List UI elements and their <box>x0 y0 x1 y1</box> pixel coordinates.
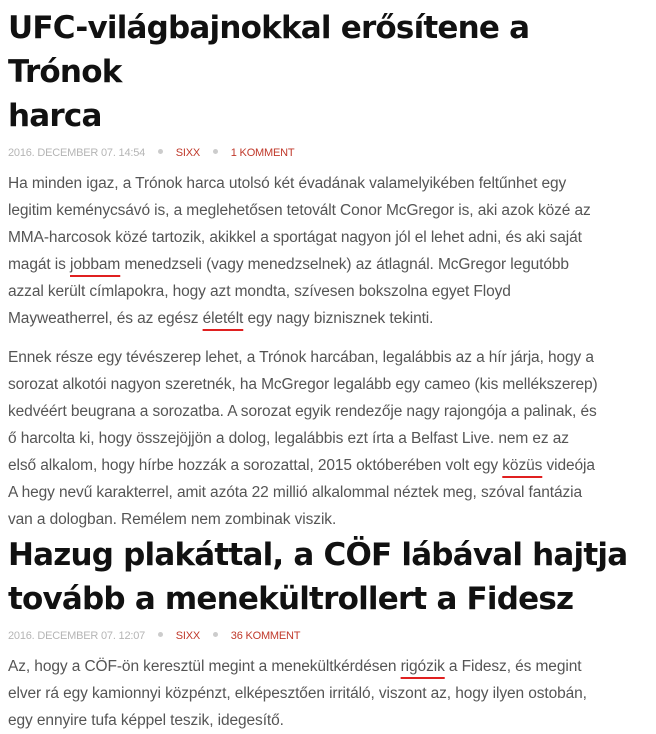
article-meta <box>8 629 648 643</box>
text-line: azzal került címlapokra, hogy azt mondta, szívesen bokszolna egyet Floyd <box>8 283 511 300</box>
separator-dot-icon <box>213 632 218 637</box>
text-line: Ha minden igaz, a Trónok harca utolsó két évadának valamelyikében feltűnhet egy <box>8 175 567 192</box>
comments-link[interactable]: 36 KOMMENT <box>230 630 301 642</box>
separator-dot-icon <box>158 149 163 154</box>
publish-date: 2016. DECEMBER 07. 14:54 <box>8 147 146 159</box>
text-line: MMA-harcosok közé tartozik, akikkel a sportágat nagyon jól el lehet adni, és aki saját <box>8 229 582 246</box>
title-line[interactable]: harca <box>8 98 102 134</box>
title-line[interactable]: Hazug plakáttal, a CÖF lábával hajtja <box>8 537 628 573</box>
title-line[interactable]: UFC-világbajnokkal erősítene a Trónok <box>8 10 530 90</box>
text-line: magát is jobbam menedzseli (vagy menedzselnek) az átlagnál. McGregor legutóbb <box>8 256 569 273</box>
text-line: Az, hogy a CÖF-ön keresztül megint a menekültkérdésen rigózik a Fidesz, és megint <box>8 658 582 675</box>
article-paragraph <box>8 653 648 734</box>
text-line: sorozat alkotói nagyon szeretnék, ha McGregor legalább egy cameo (kis mellékszerep) <box>8 376 598 393</box>
article-fidesz <box>8 533 648 734</box>
article-meta <box>8 146 648 160</box>
text-line: első alkalom, hogy hírbe hozzák a sorozattal, 2015 októberében volt egy közüs videója <box>8 457 595 474</box>
misspelled-word: közüs <box>502 457 543 474</box>
text-line: kedvéért beugrana a sorozatba. A sorozat egyik rendezője nagy rajongója a palinak, és <box>8 403 597 420</box>
text-line: elver rá egy kamionnyi közpénzt, elképesztően irritáló, viszont az, hogy ilyen ostobán, <box>8 685 587 702</box>
page <box>0 6 656 734</box>
text-line: Ennek része egy tévészerep lehet, a Trónok harcában, legalábbis az a hír járja, hogy a <box>8 349 594 366</box>
separator-dot-icon <box>158 632 163 637</box>
misspelled-word: életélt <box>202 310 244 327</box>
misspelled-word: rigózik <box>400 658 445 675</box>
article-paragraph <box>8 170 648 332</box>
separator-dot-icon <box>213 149 218 154</box>
title-line[interactable]: tovább a menekültrollert a Fidesz <box>8 581 574 617</box>
publish-date: 2016. DECEMBER 07. 12:07 <box>8 630 146 642</box>
misspelled-word: jobbam <box>70 256 121 273</box>
article-paragraph <box>8 344 648 533</box>
article-ufc <box>8 6 648 533</box>
text-line: Mayweatherrel, és az egész életélt egy nagy biznisznek tekinti. <box>8 310 434 327</box>
text-line: A hegy nevű karakterrel, amit azóta 22 millió alkalommal néztek meg, szóval fantázia <box>8 484 582 501</box>
text-line: ő harcolta ki, hogy összejöjjön a dolog, legalábbis ezt írta a Belfast Live. nem ez az <box>8 430 569 447</box>
author-link[interactable]: SIXX <box>175 147 201 159</box>
author-link[interactable]: SIXX <box>175 630 201 642</box>
comments-link[interactable]: 1 KOMMENT <box>230 147 295 159</box>
text-line: van a dologban. Remélem nem zombinak viszik. <box>8 511 337 528</box>
text-line: egy ennyire tufa képpel teszik, idegesítő. <box>8 712 284 729</box>
article-title[interactable] <box>8 6 648 138</box>
article-title[interactable] <box>8 533 648 621</box>
text-line: legitim keménycsávó is, a meglehetősen tetovált Conor McGregor is, aki azok közé az <box>8 202 591 219</box>
